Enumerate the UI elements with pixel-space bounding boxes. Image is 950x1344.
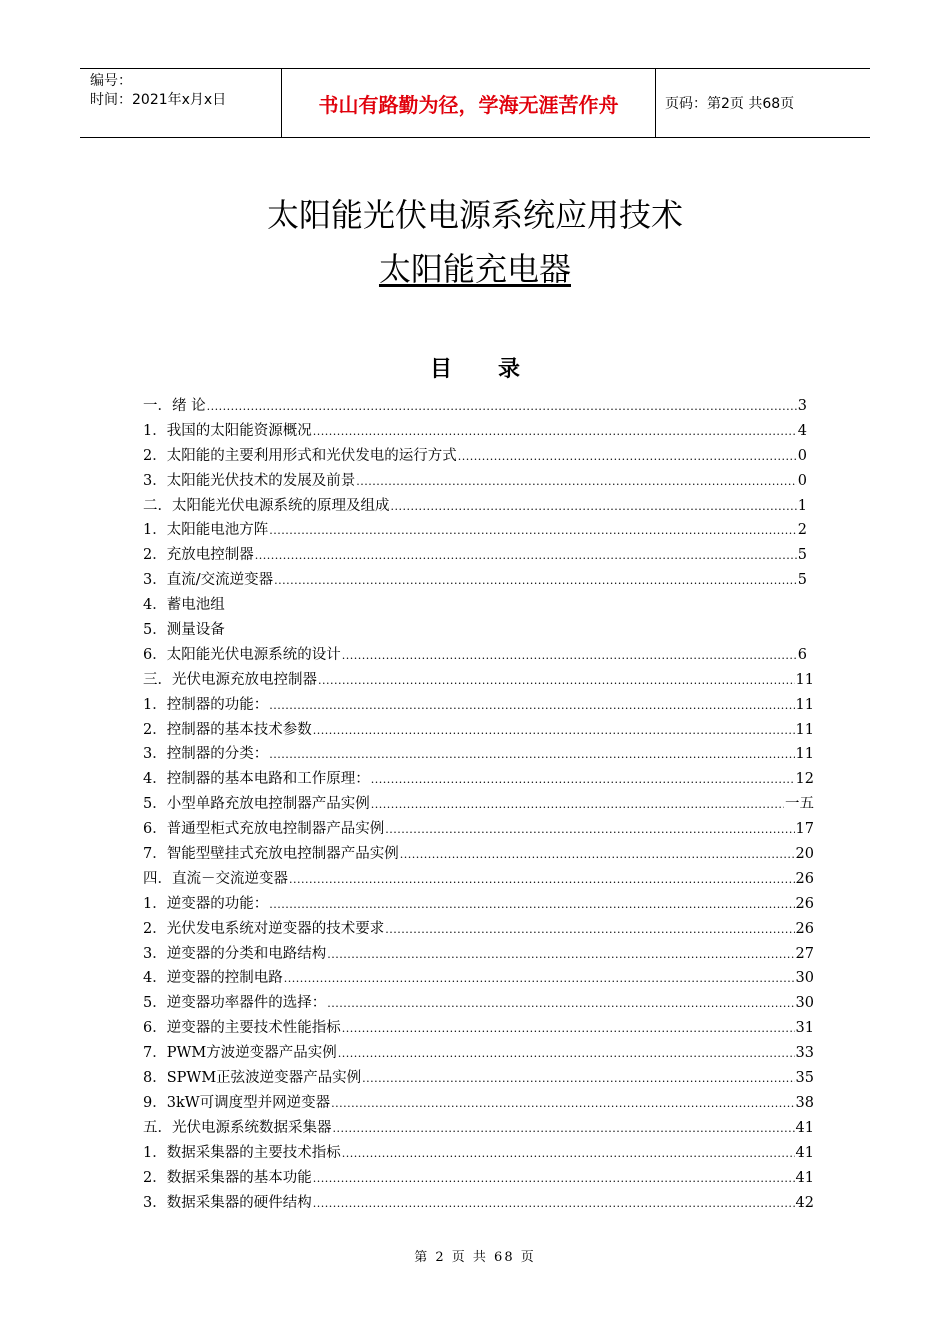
toc-entry-label: 1．控制器的功能： xyxy=(143,696,269,713)
toc-entry-label: 3．直流/交流逆变器 xyxy=(143,572,274,589)
toc-entry[interactable] xyxy=(143,518,807,543)
toc-entry-label: 3．太阳能光伏技术的发展及前景 xyxy=(143,472,356,489)
toc-entry-label: 2．控制器的基本技术参数 xyxy=(143,721,312,738)
toc-leader-dots xyxy=(207,394,797,420)
toc-entry[interactable] xyxy=(143,593,807,618)
toc-entry-label: 1．逆变器的功能： xyxy=(143,895,269,912)
toc-entry-page: 20 xyxy=(795,846,814,863)
toc-entry[interactable] xyxy=(143,643,807,668)
toc-entry-page: 41 xyxy=(795,1119,814,1136)
toc-entry[interactable] xyxy=(143,966,814,991)
toc-entry[interactable] xyxy=(143,494,807,519)
toc-entry[interactable] xyxy=(143,469,807,494)
toc-entry[interactable] xyxy=(143,1191,814,1216)
toc-entry[interactable] xyxy=(143,568,807,593)
toc-entry-page: 一五 xyxy=(785,796,814,813)
toc-leader-dots xyxy=(327,991,794,1017)
toc-entry-page: 5 xyxy=(797,572,807,589)
toc-entry[interactable] xyxy=(143,817,814,842)
toc-leader-dots xyxy=(313,718,795,744)
header-time-label: 时间：2021年x月x日 xyxy=(90,92,227,108)
toc-leader-dots xyxy=(313,1166,795,1192)
toc-entry[interactable] xyxy=(143,1066,814,1091)
header-meta-cell xyxy=(80,69,282,137)
toc-entry-label: 6．普通型柜式充放电控制器产品实例 xyxy=(143,821,385,838)
toc-entry[interactable] xyxy=(143,668,814,693)
toc-entry-label: 三．光伏电源充放电控制器 xyxy=(143,671,317,688)
toc-entry[interactable] xyxy=(143,991,814,1016)
toc-entry-page: 41 xyxy=(795,1144,814,1161)
toc-leader-dots xyxy=(327,942,794,968)
toc-entry[interactable] xyxy=(143,718,814,743)
toc-entry-page: 2 xyxy=(797,522,807,539)
toc-entry-label: 7．PWM方波逆变器产品实例 xyxy=(143,1045,337,1062)
toc-entry-page: 11 xyxy=(795,746,814,763)
toc-entry-label: 8．SPWM正弦波逆变器产品实例 xyxy=(143,1070,362,1087)
toc-entry-page: 30 xyxy=(795,995,814,1012)
toc-entry[interactable] xyxy=(143,543,807,568)
toc-leader-dots xyxy=(356,469,797,495)
toc-entry-label: 4．控制器的基本电路和工作原理： xyxy=(143,771,370,788)
toc-leader-dots xyxy=(458,444,797,470)
toc-entry-page: 17 xyxy=(795,821,814,838)
toc-entry-page: 35 xyxy=(795,1070,814,1087)
toc-entry[interactable] xyxy=(143,693,814,718)
toc-entry-label: 一．绪 论 xyxy=(143,398,206,414)
toc-entry[interactable] xyxy=(143,892,814,917)
toc-entry-page: 11 xyxy=(795,696,814,713)
document-subtitle xyxy=(0,244,950,290)
toc-entry-page: 6 xyxy=(797,646,807,663)
toc-entry-page: 5 xyxy=(797,547,807,564)
toc-leader-dots xyxy=(371,767,795,793)
toc-entry-page: 0 xyxy=(797,447,807,464)
toc-entry-label: 7．智能型壁挂式充放电控制器产品实例 xyxy=(143,846,399,863)
toc-entry-page: 3 xyxy=(797,398,807,414)
toc-leader-dots xyxy=(289,867,795,893)
toc-entry-label: 3．逆变器的分类和电路结构 xyxy=(143,945,327,962)
toc-entry[interactable] xyxy=(143,942,814,967)
toc-entry[interactable] xyxy=(143,742,814,767)
header-motto: 书山有路勤为径，学海无涯苦作舟 xyxy=(282,69,656,137)
toc-entry-label: 3．数据采集器的硬件结构 xyxy=(143,1194,312,1211)
toc-entry-label: 2．光伏发电系统对逆变器的技术要求 xyxy=(143,920,385,937)
toc-leader-dots xyxy=(342,1016,795,1042)
toc-entry-label: 4．蓄电池组 xyxy=(143,597,225,614)
toc-leader-dots xyxy=(385,917,794,943)
toc-entry-page: 0 xyxy=(797,472,807,489)
header-number-label: 编号： xyxy=(90,73,132,89)
toc-entry-page: 26 xyxy=(795,920,814,937)
toc-leader-dots xyxy=(313,419,797,445)
toc-leader-dots xyxy=(338,1041,795,1067)
toc-leader-dots xyxy=(333,1116,795,1142)
toc-entry[interactable] xyxy=(143,618,807,643)
header-page-info: 页码：第2页 共68页 xyxy=(665,96,795,112)
toc-leader-dots xyxy=(274,568,797,594)
toc-entry[interactable] xyxy=(143,1016,814,1041)
document-subtitle-text: 太阳能充电器 xyxy=(378,250,571,288)
toc-entry-label: 3．控制器的分类： xyxy=(143,746,269,763)
toc-entry[interactable] xyxy=(143,842,814,867)
toc-entry-label: 2．太阳能的主要利用形式和光伏发电的运行方式 xyxy=(143,447,457,464)
toc-entry[interactable] xyxy=(143,394,807,419)
toc-leader-dots xyxy=(269,693,794,719)
toc-entry-page: 4 xyxy=(797,422,807,439)
toc-entry[interactable] xyxy=(143,1116,814,1141)
toc-leader-dots xyxy=(318,668,795,694)
toc-entry[interactable] xyxy=(143,444,807,469)
toc-entry[interactable] xyxy=(143,419,807,444)
toc-entry-label: 2．充放电控制器 xyxy=(143,547,254,564)
toc-entry-label: 6．太阳能光伏电源系统的设计 xyxy=(143,646,341,663)
toc-entry[interactable] xyxy=(143,767,814,792)
toc-entry-page: 31 xyxy=(795,1020,814,1037)
toc-entry-label: 1．我国的太阳能资源概况 xyxy=(143,422,312,439)
toc-entry-label: 四．直流－交流逆变器 xyxy=(143,870,288,887)
toc-leader-dots xyxy=(313,1191,795,1217)
toc-entry-page: 12 xyxy=(795,771,814,788)
toc-entry-label: 6．逆变器的主要技术性能指标 xyxy=(143,1020,341,1037)
toc-entry[interactable] xyxy=(143,867,814,892)
toc-entry[interactable] xyxy=(143,917,814,942)
toc-entry-label: 1．太阳能电池方阵 xyxy=(143,522,269,539)
toc-leader-dots xyxy=(331,1091,794,1117)
toc-leader-dots xyxy=(284,966,795,992)
toc-entry-label: 二．太阳能光伏电源系统的原理及组成 xyxy=(143,497,390,514)
toc-entry-label: 5．逆变器功率器件的选择： xyxy=(143,995,327,1012)
toc-entry[interactable] xyxy=(143,1166,814,1191)
toc-entry-page: 11 xyxy=(795,721,814,738)
toc-entry-page: 30 xyxy=(795,970,814,987)
toc-leader-dots xyxy=(342,643,797,669)
toc-entry-label: 9．3kW可调度型并网逆变器 xyxy=(143,1094,331,1111)
toc-entry-label: 4．逆变器的控制电路 xyxy=(143,970,283,987)
toc-entry-label: 2．数据采集器的基本功能 xyxy=(143,1169,312,1186)
toc-entry-page: 26 xyxy=(795,870,814,887)
table-of-contents xyxy=(143,394,814,1215)
toc-entry-label: 5．测量设备 xyxy=(143,622,225,639)
toc-entry[interactable] xyxy=(143,1041,814,1066)
toc-entry-label: 1．数据采集器的主要技术指标 xyxy=(143,1144,341,1161)
toc-entry-label: 5．小型单路充放电控制器产品实例 xyxy=(143,796,370,813)
toc-leader-dots xyxy=(385,817,794,843)
toc-leader-dots xyxy=(269,892,794,918)
document-title: 太阳能光伏电源系统应用技术 xyxy=(266,196,683,234)
toc-entry-page: 33 xyxy=(795,1045,814,1062)
toc-entry-page: 27 xyxy=(795,945,814,962)
toc-entry[interactable] xyxy=(143,792,814,817)
toc-leader-dots xyxy=(342,1141,795,1167)
toc-entry-label: 五．光伏电源系统数据采集器 xyxy=(143,1119,332,1136)
toc-leader-dots xyxy=(269,742,794,768)
toc-leader-dots xyxy=(391,494,797,520)
toc-entry[interactable] xyxy=(143,1141,814,1166)
toc-leader-dots xyxy=(269,518,797,544)
toc-leader-dots xyxy=(400,842,795,868)
toc-entry-page: 26 xyxy=(795,895,814,912)
toc-leader-dots xyxy=(362,1066,794,1092)
toc-leader-dots xyxy=(371,792,784,818)
page-header xyxy=(80,68,870,138)
toc-entry-page: 1 xyxy=(797,497,807,514)
toc-leader-dots xyxy=(255,543,797,569)
toc-entry-page: 11 xyxy=(795,671,814,688)
toc-entry[interactable] xyxy=(143,1091,814,1116)
toc-entry-page: 41 xyxy=(795,1169,814,1186)
toc-heading: 目录 xyxy=(429,357,566,382)
page-footer: 第 2 页 共 68 页 xyxy=(414,1250,536,1265)
toc-entry-page: 38 xyxy=(795,1094,814,1111)
toc-entry-page: 42 xyxy=(795,1194,814,1211)
